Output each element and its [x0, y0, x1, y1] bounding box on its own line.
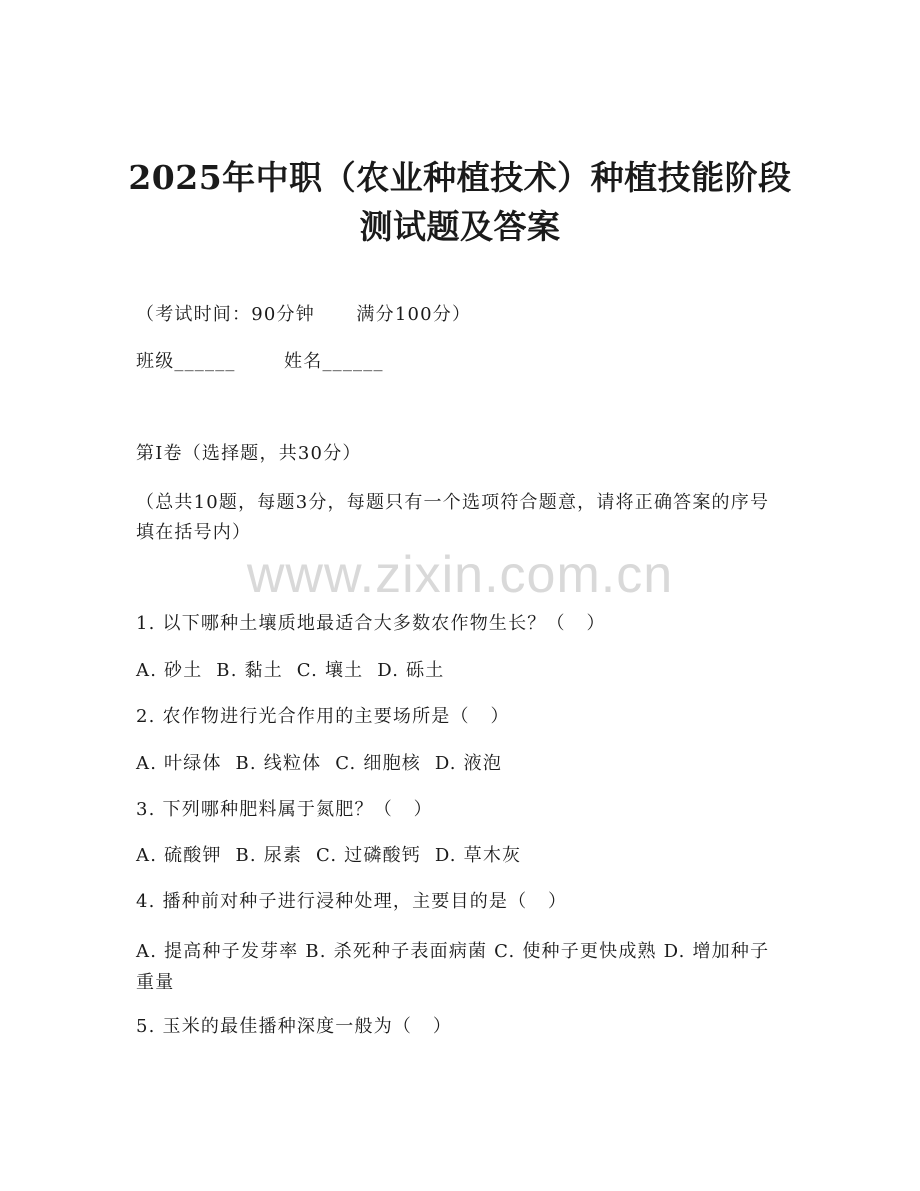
question-2-options: A. 叶绿体 B. 线粒体 C. 细胞核 D. 液泡: [136, 753, 503, 774]
watermark-text: www.zixin.com.cn: [246, 546, 674, 604]
document-title-line1: 2025年中职（农业种植技术）种植技能阶段: [128, 158, 792, 197]
section-instructions: （总共10题，每题3分，每题只有一个选项符合题意，请将正确答案的序号填在括号内）: [136, 492, 770, 543]
question-5-stem: 5. 玉米的最佳播种深度一般为（ ）: [136, 1016, 453, 1037]
question-1-stem: 1. 以下哪种土壤质地最适合大多数农作物生长？（ ）: [136, 613, 606, 634]
question-2-stem: 2. 农作物进行光合作用的主要场所是（ ）: [136, 706, 510, 727]
question-3-options: A. 硫酸钾 B. 尿素 C. 过磷酸钙 D. 草木灰: [136, 845, 522, 866]
exam-time-score: （考试时间：90分钟 满分100分）: [136, 304, 472, 325]
question-4-options: A. 提高种子发芽率 B. 杀死种子表面病菌 C. 使种子更快成熟 D. 增加种子重量: [136, 941, 770, 993]
question-1-options: A. 砂土 B. 黏土 C. 壤土 D. 砾土: [136, 660, 445, 681]
section-heading: 第I卷（选择题，共30分）: [136, 443, 362, 464]
question-4-stem: 4. 播种前对种子进行浸种处理，主要目的是（ ）: [136, 891, 568, 912]
document-title-line2: 测试题及答案: [359, 207, 561, 246]
question-3-stem: 3. 下列哪种肥料属于氮肥？（ ）: [136, 799, 433, 820]
class-name-fields: 班级______ 姓名______: [136, 351, 384, 372]
